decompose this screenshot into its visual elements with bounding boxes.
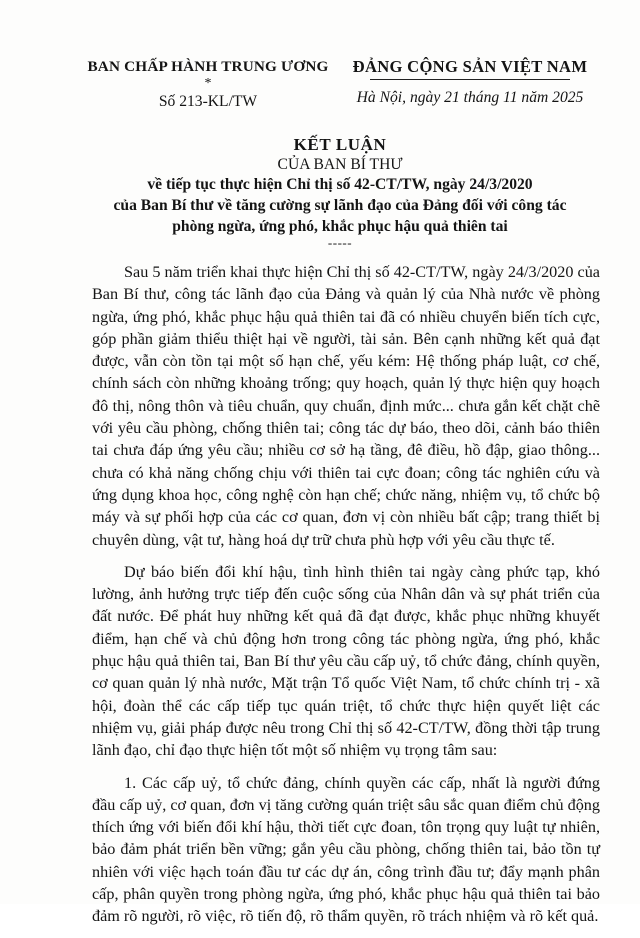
numbered-item bbox=[92, 772, 600, 928]
party-name: ĐẢNG CỘNG SẢN VIỆT NAM bbox=[352, 57, 588, 76]
document-type: KẾT LUẬN bbox=[293, 135, 387, 154]
party-header bbox=[352, 58, 588, 108]
place-date: Hà Nội, ngày 21 tháng 11 năm 2025 bbox=[356, 89, 584, 106]
paragraph: Sau 5 năm triển khai thực hiện Chỉ thị số 42-CT/TW, ngày 24/3/2020 của Ban Bí thư, công tác lãnh đạo của Đảng và quản lý của Nhà nước về phòng ngừa, ứng phó, khắc phục hậu quả thiên tai đã có nhiều chuyển biến tích cực, góp phần giảm thiểu thiệt hại về người, tài sản. Bên cạnh những kết quả đạt được, vẫn còn tồn tại một số hạn chế, yếu kém: Hệ thống pháp luật, cơ chế, chính sách còn những khoảng trống; quy hoạch, quản lý thực hiện quy hoạch đô thị, nông thôn và tiêu chuẩn, quy chuẩn, định mức... chưa gắn kết chặt chẽ với yêu cầu phòng, chống thiên tai; công tác dự báo, theo dõi, cảnh báo thiên tai chưa đáp ứng yêu cầu; nhiều cơ sở hạ tầng, đê điều, hồ đập, giao thông... chưa có khả năng chống chịu với thiên tai cực đoan; công tác nghiên cứu và ứng dụng khoa học, công nghệ còn hạn chế; chức năng, nhiệm vụ, tổ chức bộ máy và sự phối hợp của các cơ quan, đơn vị còn nhiều bất cập; trang thiết bị chuyên dùng, vật tư, hàng hoá dự trữ chưa phù hợp với yêu cầu thực tế. bbox=[92, 263, 600, 549]
title-block bbox=[60, 134, 620, 249]
subject-line-3: phòng ngừa, ứng phó, khắc phục hậu quả thiên tai bbox=[172, 218, 508, 235]
document-body bbox=[92, 261, 600, 938]
item-text: Các cấp uỷ, tổ chức đảng, chính quyền các cấp, nhất là người đứng đầu cấp uỷ, cơ quan, đơn vị tăng cường quán triệt sâu sắc quan điểm chủ động thích ứng với biến đổi khí hậu, thời tiết cực đoan, tôn trọng quy luật tự nhiên, bảo đảm phát triển bền vững; gắn yêu cầu phòng, chống thiên tai, bảo tồn tự nhiên với việc hạch toán đầu tư các dự án, công trình đầu tư; đẩy mạnh phân cấp, phân quyền trong phòng ngừa, ứng phó, khắc phục hậu quả thiên tai bảo đảm rõ người, rõ việc, rõ tiến độ, rõ thẩm quyền, rõ trách nhiệm và rõ kết quả. bbox=[92, 773, 600, 926]
document-number: Số 213-KL/TW bbox=[158, 93, 258, 110]
star-mark: * bbox=[204, 76, 212, 91]
item-number: 1. bbox=[124, 773, 137, 792]
document-issuer: CỦA BAN BÍ THƯ bbox=[277, 156, 403, 173]
issuer-header bbox=[82, 58, 334, 112]
party-underline bbox=[370, 79, 570, 80]
paragraph: Dự báo biến đổi khí hậu, tình hình thiên tai ngày càng phức tạp, khó lường, ảnh hưởng trực tiếp đến cuộc sống của Nhân dân và sự phát triển của đất nước. Để phát huy những kết quả đã đạt được, khắc phục những khuyết điểm, hạn chế và chủ động hơn trong công tác phòng ngừa, ứng phó, khắc phục hậu quả thiên tai, Ban Bí thư yêu cầu cấp uỷ, tổ chức đảng, chính quyền, cơ quan quản lý nhà nước, Mặt trận Tổ quốc Việt Nam, tổ chức chính trị - xã hội, đoàn thể các cấp tiếp tục quán triệt, tổ chức thực hiện quyết liệt các nhiệm vụ, giải pháp được nêu trong Chỉ thị số 42-CT/TW, đồng thời tập trung lãnh đạo, chỉ đạo thực hiện tốt một số nhiệm vụ trọng tâm sau: bbox=[92, 562, 600, 760]
org-name: BAN CHẤP HÀNH TRUNG ƯƠNG bbox=[87, 58, 329, 75]
subject-line-1: về tiếp tục thực hiện Chỉ thị số 42-CT/TW, ngày 24/3/2020 bbox=[147, 176, 533, 193]
title-separator: ----- bbox=[327, 235, 353, 250]
subject-line-2: của Ban Bí thư về tăng cường sự lãnh đạo của Đảng đối với công tác bbox=[113, 197, 567, 214]
